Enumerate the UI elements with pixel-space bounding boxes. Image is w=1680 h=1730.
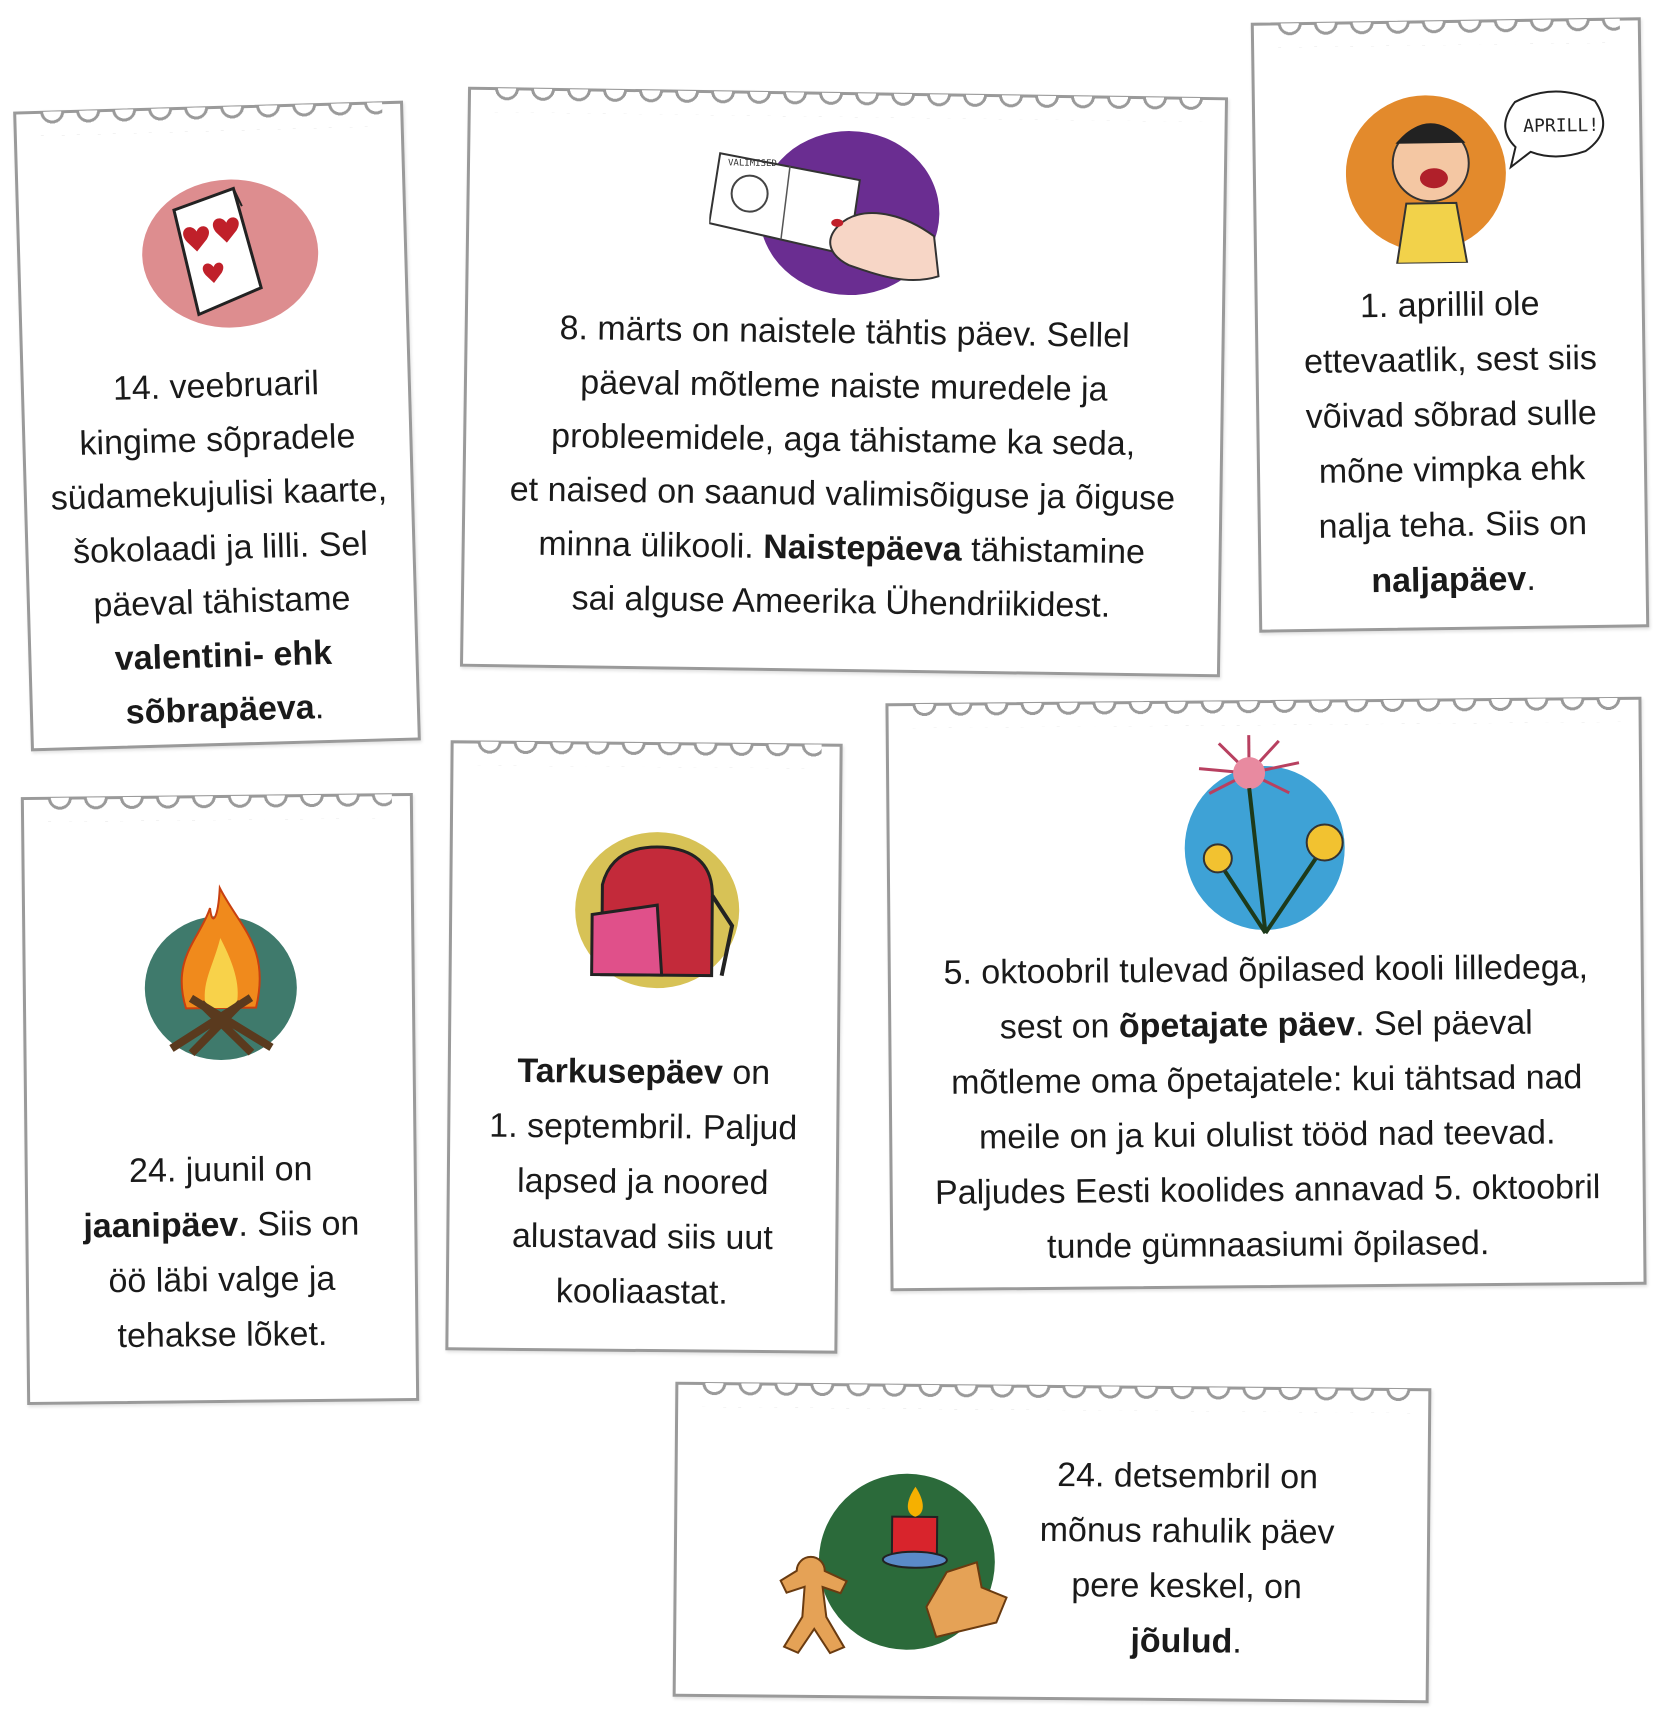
- heart-card-icon: [133, 166, 328, 341]
- card-womens-day: [460, 87, 1228, 678]
- text-line: tehakse lõket.: [117, 1314, 328, 1356]
- text-line: 24. juunil on: [128, 1150, 313, 1190]
- text-line: 1. aprillil ole: [1359, 284, 1540, 326]
- text-part: . Siis on: [238, 1204, 360, 1244]
- april-fools-text: [1267, 275, 1636, 610]
- holiday-name: valentini- ehk: [114, 633, 333, 678]
- text-line: lapsed ja noored: [516, 1161, 769, 1203]
- punctuation: .: [1526, 559, 1537, 598]
- text-line: nalja teha. Siis on: [1318, 504, 1588, 546]
- card-teachers-day: [885, 697, 1646, 1292]
- text-line: südamekujulisi kaarte,: [50, 470, 388, 518]
- perforation: [696, 1383, 1410, 1413]
- card-knowledge-day: [445, 740, 842, 1353]
- womens-day-text: [474, 300, 1212, 634]
- text-line: et naised on saanud valimisõiguse ja õiguse: [509, 470, 1176, 518]
- perforation: [489, 88, 1207, 122]
- holiday-name: õpetajate päev: [1118, 1005, 1356, 1046]
- text-line: võivad sõbrad sulle: [1305, 393, 1598, 437]
- text-line: ettevaatlik, sest siis: [1303, 338, 1598, 382]
- holiday-name: sõbrapäeva: [125, 688, 316, 732]
- text-part: tähistamine: [961, 530, 1146, 572]
- text-line: tunde gümnaasiumi õpilased.: [1046, 1224, 1490, 1266]
- punctuation: .: [314, 688, 325, 727]
- text-line: päeval tähistame: [92, 579, 351, 625]
- knowledge-day-text: [459, 1043, 827, 1321]
- midsummer-text: [37, 1141, 405, 1365]
- text-line: öö läbi valge ja: [108, 1259, 336, 1301]
- holiday-name: Naistepäeva: [762, 527, 962, 569]
- holiday-name: naljapäev: [1371, 559, 1527, 601]
- card-april-fools: [1251, 17, 1649, 632]
- text-part: sest on: [999, 1007, 1120, 1047]
- text-line: kingime sõpradele: [78, 417, 356, 463]
- text-line: päeval mõtleme naiste muredele ja: [580, 363, 1108, 409]
- text-line: kooliaastat.: [555, 1272, 729, 1312]
- card-valentines-day: [13, 101, 421, 752]
- text-line: 5. oktoobril tulevad õpilased kooli lilledega,: [943, 948, 1589, 992]
- speech-bubble-text: APRILL!: [1523, 114, 1600, 137]
- text-line: meile on ja kui olulist tööd nad teevad.: [978, 1113, 1556, 1157]
- holiday-name: Tarkusepäev: [517, 1051, 724, 1092]
- text-part: on: [722, 1053, 771, 1093]
- text-line: probleemidele, aga tähistame ka seda,: [550, 416, 1136, 464]
- perforation: [906, 698, 1620, 728]
- text-line: 24. detsembril on: [1057, 1456, 1319, 1497]
- text-line: 14. veebruaril: [112, 364, 320, 408]
- text-line: mõne vimpka ehk: [1318, 449, 1586, 491]
- perforation: [1272, 19, 1620, 48]
- voting-card-icon: [708, 123, 950, 301]
- text-line: alustavad siis uut: [511, 1216, 773, 1258]
- text-line: mõtleme oma õpetajatele: kui tähtsad nad: [950, 1058, 1583, 1102]
- text-part: minna ülikooli.: [538, 524, 764, 566]
- text-line: 1. septembril. Paljud: [489, 1106, 798, 1148]
- text-line: sai alguse Ameerika Ühendriikidest.: [571, 579, 1111, 625]
- text-line: Paljudes Eesti koolides annavad 5. oktoobril: [934, 1168, 1601, 1212]
- candle-gingerbread-icon: [756, 1430, 1018, 1662]
- flowers-icon: [1179, 732, 1381, 944]
- text-line: šokolaadi ja lilli. Sel: [72, 524, 369, 572]
- text-line: pere keskel, on: [1071, 1566, 1303, 1607]
- text-line: mõnus rahulik päev: [1039, 1510, 1335, 1552]
- christmas-text: [1026, 1448, 1348, 1671]
- card-christmas: [673, 1382, 1432, 1704]
- laughing-boy-icon: [1345, 81, 1607, 265]
- punctuation: .: [1232, 1622, 1243, 1661]
- teachers-day-text: [901, 940, 1634, 1276]
- card-midsummer: [21, 793, 419, 1405]
- holiday-name: jaanipäev: [83, 1205, 239, 1246]
- valentine-text: [33, 354, 407, 742]
- bonfire-icon: [140, 877, 302, 1079]
- card-label: VALIMISED: [727, 158, 777, 170]
- perforation: [42, 794, 392, 822]
- text-part: . Sel päeval: [1354, 1003, 1533, 1044]
- perforation: [471, 741, 821, 768]
- holiday-name: jõulud: [1130, 1621, 1233, 1661]
- perforation: [34, 102, 383, 136]
- backpack-icon: [561, 824, 742, 996]
- text-line: 8. märts on naistele tähtis päev. Sellel: [559, 309, 1130, 355]
